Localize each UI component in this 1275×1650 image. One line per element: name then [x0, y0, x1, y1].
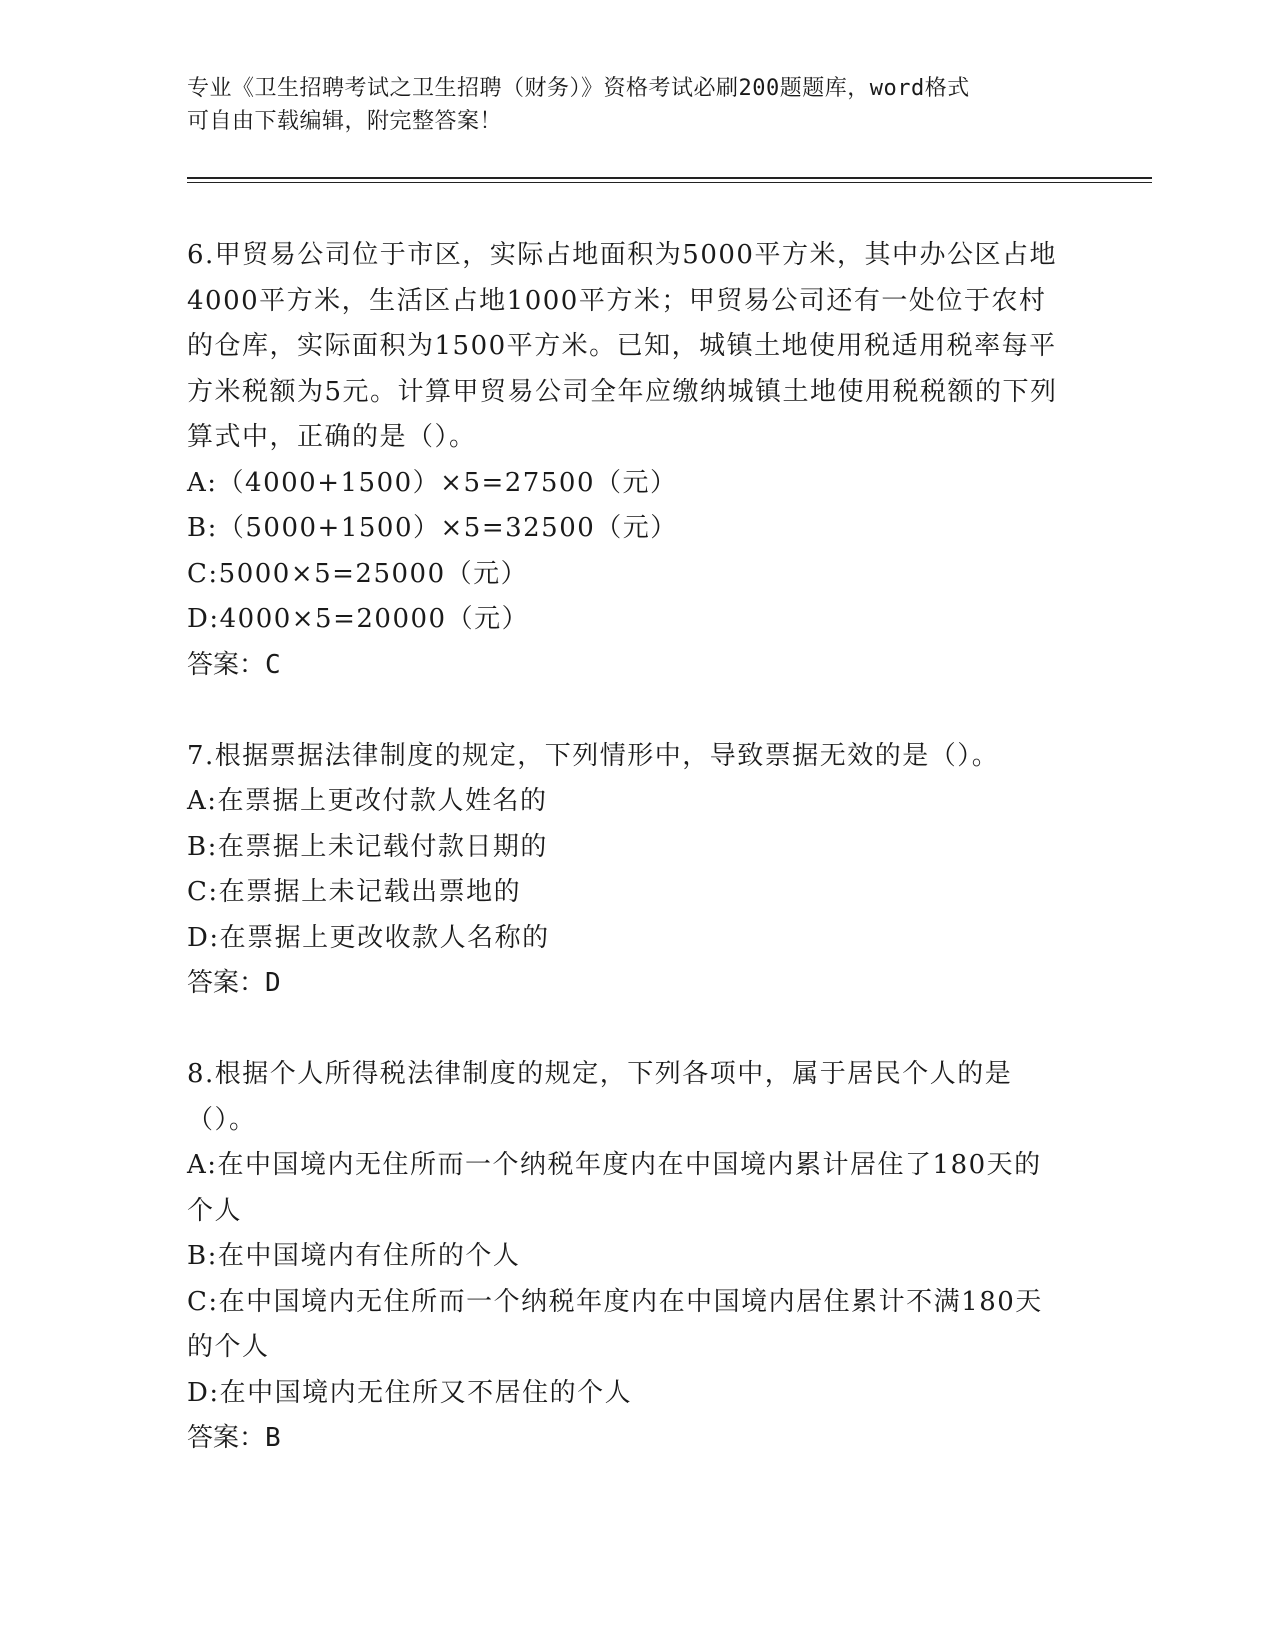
- question-spacer: [187, 1007, 1067, 1053]
- option-b: B:在票据上未记载付款日期的: [187, 831, 548, 862]
- option-c: C:在票据上未记载出票地的: [187, 877, 522, 907]
- option-b: B:（5000+1500）×5=32500（元）: [187, 513, 678, 543]
- option-d: D:4000×5=20000（元）: [187, 604, 530, 634]
- option-d: D:在票据上更改收款人名称的: [187, 922, 550, 953]
- option-c: C:在中国境内无住所而一个纳税年度内在中国境内居住累计不满180天的个人: [187, 1286, 1043, 1362]
- option-b: B:在中国境内有住所的个人: [187, 1241, 521, 1271]
- answer-line: 答案：D: [187, 968, 281, 998]
- option-a: A:在票据上更改付款人姓名的: [187, 786, 548, 816]
- question-stem: 7.根据票据法律制度的规定，下列情形中，导致票据无效的是（）。: [187, 740, 1000, 771]
- document-header: [187, 72, 1067, 138]
- header-line-2: 可自由下载编辑，附完整答案！: [187, 109, 503, 134]
- header-divider-thick: [187, 177, 1152, 179]
- option-a: A:（4000+1500）×5=27500（元）: [187, 467, 678, 498]
- header-line-1: 专业《卫生招聘考试之卫生招聘（财务）》资格考试必刷200题题库，word格式: [187, 76, 970, 101]
- question-list: [187, 233, 1067, 1462]
- question-6: [187, 233, 1067, 688]
- question-stem: 6.甲贸易公司位于市区，实际占地面积为5000平方米，其中办公区占地4000平方米，生活区占地1000平方米；甲贸易公司还有一处位于农村的仓库，实际面积为1500平方米。已知，城镇土地使用税适用税率每平方米税额为5元。计算甲贸易公司全年应缴纳城镇土地使用税税额的下列算式中，正确的是（）。: [187, 240, 1058, 452]
- option-a: A:在中国境内无住所而一个纳税年度内在中国境内累计居住了180天的个人: [187, 1150, 1042, 1226]
- question-7: [187, 734, 1067, 1007]
- question-spacer: [187, 688, 1067, 734]
- question-stem: 8.根据个人所得税法律制度的规定，下列各项中，属于居民个人的是（）。: [187, 1059, 1013, 1135]
- option-d: D:在中国境内无住所又不居住的个人: [187, 1377, 633, 1408]
- header-divider-thin: [187, 182, 1152, 183]
- answer-line: 答案：B: [187, 1423, 281, 1453]
- question-8: [187, 1052, 1067, 1462]
- answer-line: 答案：C: [187, 649, 281, 680]
- option-c: C:5000×5=25000（元）: [187, 558, 529, 589]
